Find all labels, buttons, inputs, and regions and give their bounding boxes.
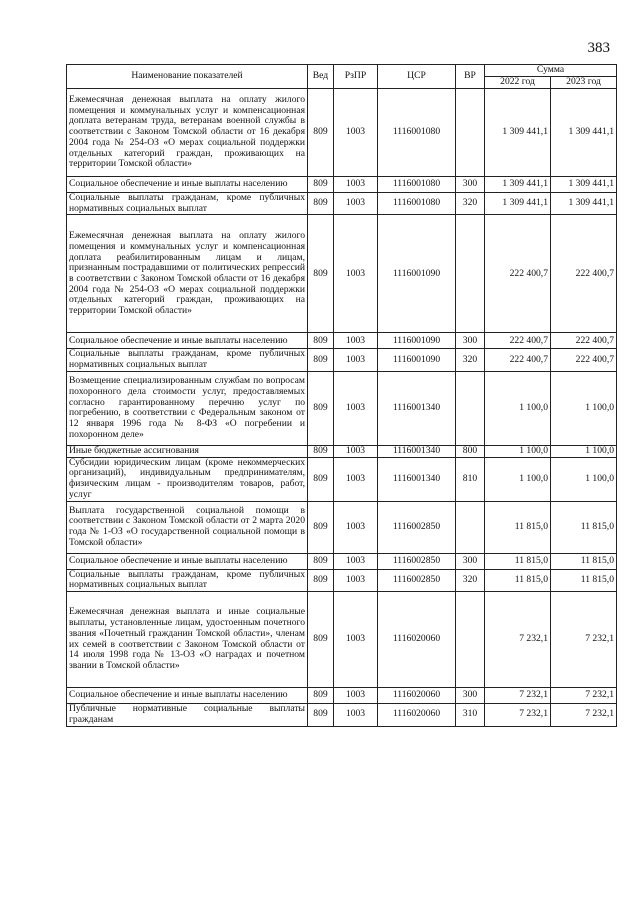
row-ved: 809	[308, 349, 334, 371]
row-csr: 1116001090	[378, 349, 456, 371]
row-amount-2022: 1 309 441,1	[485, 89, 551, 177]
header-rzpr: РзПР	[334, 65, 378, 89]
row-amount-2023: 7 232,1	[551, 704, 617, 726]
row-amount-2023: 1 100,0	[551, 457, 617, 501]
row-csr: 1116002850	[378, 569, 456, 591]
row-name: Ежемесячная денежная выплата на оплату жилого помещения и коммунальных услуг и компенсационная доплата ветеранам труда, ветеранам военной службы в соответствии с Законом Томской области от 16 декабря 2004 года № 254-ОЗ «О мерах социальной поддержки отдельных категорий граждан, проживающих на территории Томской области»	[67, 89, 308, 177]
row-csr: 1116001080	[378, 177, 456, 193]
header-year-2023: 2023 год	[551, 77, 617, 89]
table-row	[67, 89, 617, 177]
row-name: Социальное обеспечение и иные выплаты населению	[67, 553, 308, 569]
row-rzpr: 1003	[334, 177, 378, 193]
table-row	[67, 569, 617, 591]
row-rzpr: 1003	[334, 501, 378, 553]
header-vr: ВР	[456, 65, 485, 89]
row-amount-2022: 1 100,0	[485, 371, 551, 445]
row-amount-2022: 7 232,1	[485, 688, 551, 704]
row-amount-2023: 1 100,0	[551, 445, 617, 457]
table-row	[67, 371, 617, 445]
row-name: Социальное обеспечение и иные выплаты населению	[67, 177, 308, 193]
row-amount-2023: 1 100,0	[551, 371, 617, 445]
table-row	[67, 592, 617, 688]
row-csr: 1116001340	[378, 371, 456, 445]
row-ved: 809	[308, 553, 334, 569]
row-amount-2022: 1 309 441,1	[485, 177, 551, 193]
row-name: Социальные выплаты гражданам, кроме публичных нормативных социальных выплат	[67, 349, 308, 371]
row-name: Ежемесячная денежная выплата и иные социальные выплаты, установленные лицам, удостоенным почетного звания «Почетный гражданин Томской области», членам их семей в соответствии с Законом Томской области от 14 июля 1998 года № 13-ОЗ «О наградах и почетном звании в Томской области»	[67, 592, 308, 688]
row-name: Социальное обеспечение и иные выплаты населению	[67, 333, 308, 349]
row-name: Выплата государственной социальной помощи в соответствии с Законом Томской области от 2 марта 2020 года № 1-ОЗ «О государственной социальной помощи в Томской области»	[67, 501, 308, 553]
row-csr: 1116002850	[378, 553, 456, 569]
row-vr: 300	[456, 553, 485, 569]
row-rzpr: 1003	[334, 569, 378, 591]
row-amount-2022: 222 400,7	[485, 333, 551, 349]
row-name: Субсидии юридическим лицам (кроме некоммерческих организаций), индивидуальным предпринимателям, физическим лицам - производителям товаров, работ, услуг	[67, 457, 308, 501]
row-csr: 1116020060	[378, 704, 456, 726]
row-vr: 300	[456, 688, 485, 704]
table-row	[67, 501, 617, 553]
row-amount-2023: 222 400,7	[551, 215, 617, 333]
row-amount-2023: 222 400,7	[551, 333, 617, 349]
row-ved: 809	[308, 371, 334, 445]
row-csr: 1116020060	[378, 592, 456, 688]
row-ved: 809	[308, 501, 334, 553]
row-amount-2022: 7 232,1	[485, 592, 551, 688]
row-rzpr: 1003	[334, 215, 378, 333]
row-name: Иные бюджетные ассигнования	[67, 445, 308, 457]
row-vr: 300	[456, 333, 485, 349]
table-row	[67, 457, 617, 501]
row-ved: 809	[308, 445, 334, 457]
row-csr: 1116001080	[378, 193, 456, 215]
row-vr	[456, 501, 485, 553]
budget-table	[66, 64, 617, 727]
row-amount-2023: 7 232,1	[551, 592, 617, 688]
row-rzpr: 1003	[334, 457, 378, 501]
row-vr: 320	[456, 193, 485, 215]
row-rzpr: 1003	[334, 89, 378, 177]
row-amount-2022: 11 815,0	[485, 553, 551, 569]
table-row	[67, 445, 617, 457]
row-ved: 809	[308, 333, 334, 349]
row-name: Социальные выплаты гражданам, кроме публичных нормативных социальных выплат	[67, 569, 308, 591]
row-csr: 1116002850	[378, 501, 456, 553]
row-amount-2022: 1 100,0	[485, 457, 551, 501]
row-name: Социальное обеспечение и иные выплаты населению	[67, 688, 308, 704]
row-ved: 809	[308, 569, 334, 591]
table-row	[67, 688, 617, 704]
row-rzpr: 1003	[334, 193, 378, 215]
row-ved: 809	[308, 193, 334, 215]
row-amount-2023: 1 309 441,1	[551, 193, 617, 215]
row-vr: 800	[456, 445, 485, 457]
row-amount-2022: 1 100,0	[485, 445, 551, 457]
row-ved: 809	[308, 89, 334, 177]
row-vr	[456, 371, 485, 445]
row-name: Социальные выплаты гражданам, кроме публичных нормативных социальных выплат	[67, 193, 308, 215]
row-ved: 809	[308, 592, 334, 688]
table-row	[67, 349, 617, 371]
row-rzpr: 1003	[334, 704, 378, 726]
row-amount-2023: 222 400,7	[551, 349, 617, 371]
row-vr: 320	[456, 349, 485, 371]
row-name: Ежемесячная денежная выплата на оплату жилого помещения и коммунальных услуг и компенсационная доплата реабилитированным лицам и лицам, признанным пострадавшими от политических репрессий в соответствии с Законом Томской области от 16 декабря 2004 года № 254-ОЗ «О мерах социальной поддержки отдельных категорий граждан, проживающих на территории Томской области»	[67, 215, 308, 333]
table-row	[67, 704, 617, 726]
row-ved: 809	[308, 215, 334, 333]
row-rzpr: 1003	[334, 592, 378, 688]
header-sum: Сумма	[485, 65, 617, 77]
row-ved: 809	[308, 177, 334, 193]
row-name: Публичные нормативные социальные выплаты гражданам	[67, 704, 308, 726]
row-amount-2023: 1 309 441,1	[551, 177, 617, 193]
row-rzpr: 1003	[334, 688, 378, 704]
row-amount-2023: 11 815,0	[551, 553, 617, 569]
row-vr	[456, 89, 485, 177]
row-vr	[456, 215, 485, 333]
row-rzpr: 1003	[334, 445, 378, 457]
table-row	[67, 215, 617, 333]
row-ved: 809	[308, 704, 334, 726]
table-row	[67, 177, 617, 193]
page-number: 383	[587, 40, 610, 56]
row-rzpr: 1003	[334, 333, 378, 349]
table-row	[67, 333, 617, 349]
header-name: Наименование показателей	[67, 65, 308, 89]
row-vr: 810	[456, 457, 485, 501]
row-amount-2022: 1 309 441,1	[485, 193, 551, 215]
row-csr: 1116001340	[378, 457, 456, 501]
table-header	[67, 65, 617, 89]
table-row	[67, 553, 617, 569]
row-csr: 1116001080	[378, 89, 456, 177]
row-rzpr: 1003	[334, 349, 378, 371]
header-ved: Вед	[308, 65, 334, 89]
row-ved: 809	[308, 457, 334, 501]
row-amount-2022: 222 400,7	[485, 215, 551, 333]
row-amount-2023: 7 232,1	[551, 688, 617, 704]
row-amount-2022: 11 815,0	[485, 569, 551, 591]
row-rzpr: 1003	[334, 553, 378, 569]
table-row	[67, 193, 617, 215]
row-amount-2023: 1 309 441,1	[551, 89, 617, 177]
header-csr: ЦСР	[378, 65, 456, 89]
row-ved: 809	[308, 688, 334, 704]
row-amount-2022: 7 232,1	[485, 704, 551, 726]
row-csr: 1116001090	[378, 215, 456, 333]
row-amount-2023: 11 815,0	[551, 501, 617, 553]
table-body	[67, 89, 617, 727]
row-rzpr: 1003	[334, 371, 378, 445]
row-csr: 1116001090	[378, 333, 456, 349]
row-amount-2022: 11 815,0	[485, 501, 551, 553]
row-csr: 1116001340	[378, 445, 456, 457]
row-amount-2023: 11 815,0	[551, 569, 617, 591]
row-csr: 1116020060	[378, 688, 456, 704]
row-vr: 310	[456, 704, 485, 726]
row-amount-2022: 222 400,7	[485, 349, 551, 371]
row-vr	[456, 592, 485, 688]
row-name: Возмещение специализированным службам по вопросам похоронного дела стоимости услуг, предоставляемых согласно гарантированному перечню услуг по погребению, в соответствии с Федеральным законом от 12 января 1996 года № 8-ФЗ «О погребении и похоронном деле»	[67, 371, 308, 445]
row-vr: 320	[456, 569, 485, 591]
header-year-2022: 2022 год	[485, 77, 551, 89]
row-vr: 300	[456, 177, 485, 193]
